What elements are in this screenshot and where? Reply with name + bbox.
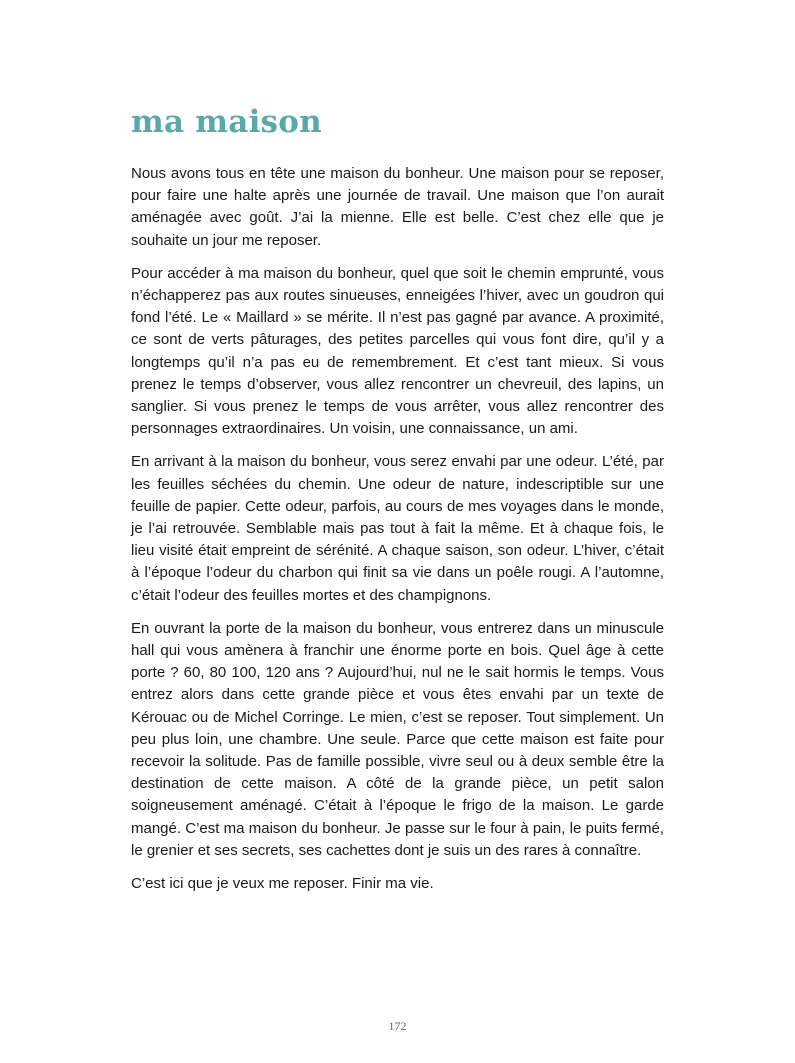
- paragraph-2: Pour accéder à ma maison du bonheur, quel que soit le chemin emprunté, vous n’échapperez pas aux routes sinueuses, enneigées l’hiver, avec un goudron qui fond l’été. Le « Maillard » se mérite. Il n’est pas gagné par avance. A proximité, ce sont de verts pâturages, des petites parcelles qui vous font dire, qu’il y a longtemps qu’il n’a pas eu de remembrement. Et c’est tant mieux. Si vous prenez le temps d’observer, vous allez rencontrer un chevreuil, des lapins, un sanglier. Si vous prenez le temps de vous arrêter, vous allez rencontrer des personnages extraordinaires. Un voisin, une connaissance, un ami.: [131, 264, 664, 438]
- chapter-title: ma maison: [131, 104, 322, 140]
- paragraph-1: Nous avons tous en tête une maison du bonheur. Une maison pour se reposer, pour faire une halte après une journée de travail. Une maison que l’on aurait aménagée avec goût. J’ai la mienne. Elle est belle. C’est chez elle que je souhaite un jour me reposer.: [131, 165, 664, 249]
- paragraph-4: En ouvrant la porte de la maison du bonheur, vous entrerez dans un minuscule hall qui vous amènera à franchir une énorme porte en bois. Quel âge à cette porte ? 60, 80 100, 120 ans ? Aujourd’hui, nul ne le sait hormis le temps. Vous entrez alors dans cette grande pièce et vous êtes envahi par un texte de Kérouac ou de Michel Corringe. Le mien, c’est se reposer. Tout simplement. Un peu plus loin, une chambre. Une seule. Parce que cette maison est faite pour recevoir la solitude. Pas de famille possible, vivre seul ou à deux semble être la destination de cette maison. A côté de la grande pièce, un petit salon soigneusement aménagé. C’était à l’époque le frigo de la maison. Le garde mangé. C’est ma maison du bonheur. Je passe sur le four à pain, le puits fermé, le grenier et ses secrets, ses cachettes dont je suis un des rares à connaître.: [131, 619, 664, 859]
- chapter-body: [131, 163, 664, 906]
- paragraph-3: En arrivant à la maison du bonheur, vous serez envahi par une odeur. L’été, par les feuilles séchées du chemin. Une odeur de nature, indescriptible sur une feuille de papier. Cette odeur, parfois, au cours de mes voyages dans le monde, je l’ai retrouvée. Semblable mais pas tout à fait la même. Et à chaque fois, le lieu visité était empreint de sérénité. A chaque saison, son odeur. L’hiver, c’était à l’époque l’odeur du charbon qui finit sa vie dans un poêle rougi. A l’automne, c’était l’odeur des feuilles mortes et des champignons.: [131, 453, 664, 604]
- paragraph-5: C’est ici que je veux me reposer. Finir ma vie.: [131, 875, 434, 893]
- page-number: 172: [388, 1019, 407, 1033]
